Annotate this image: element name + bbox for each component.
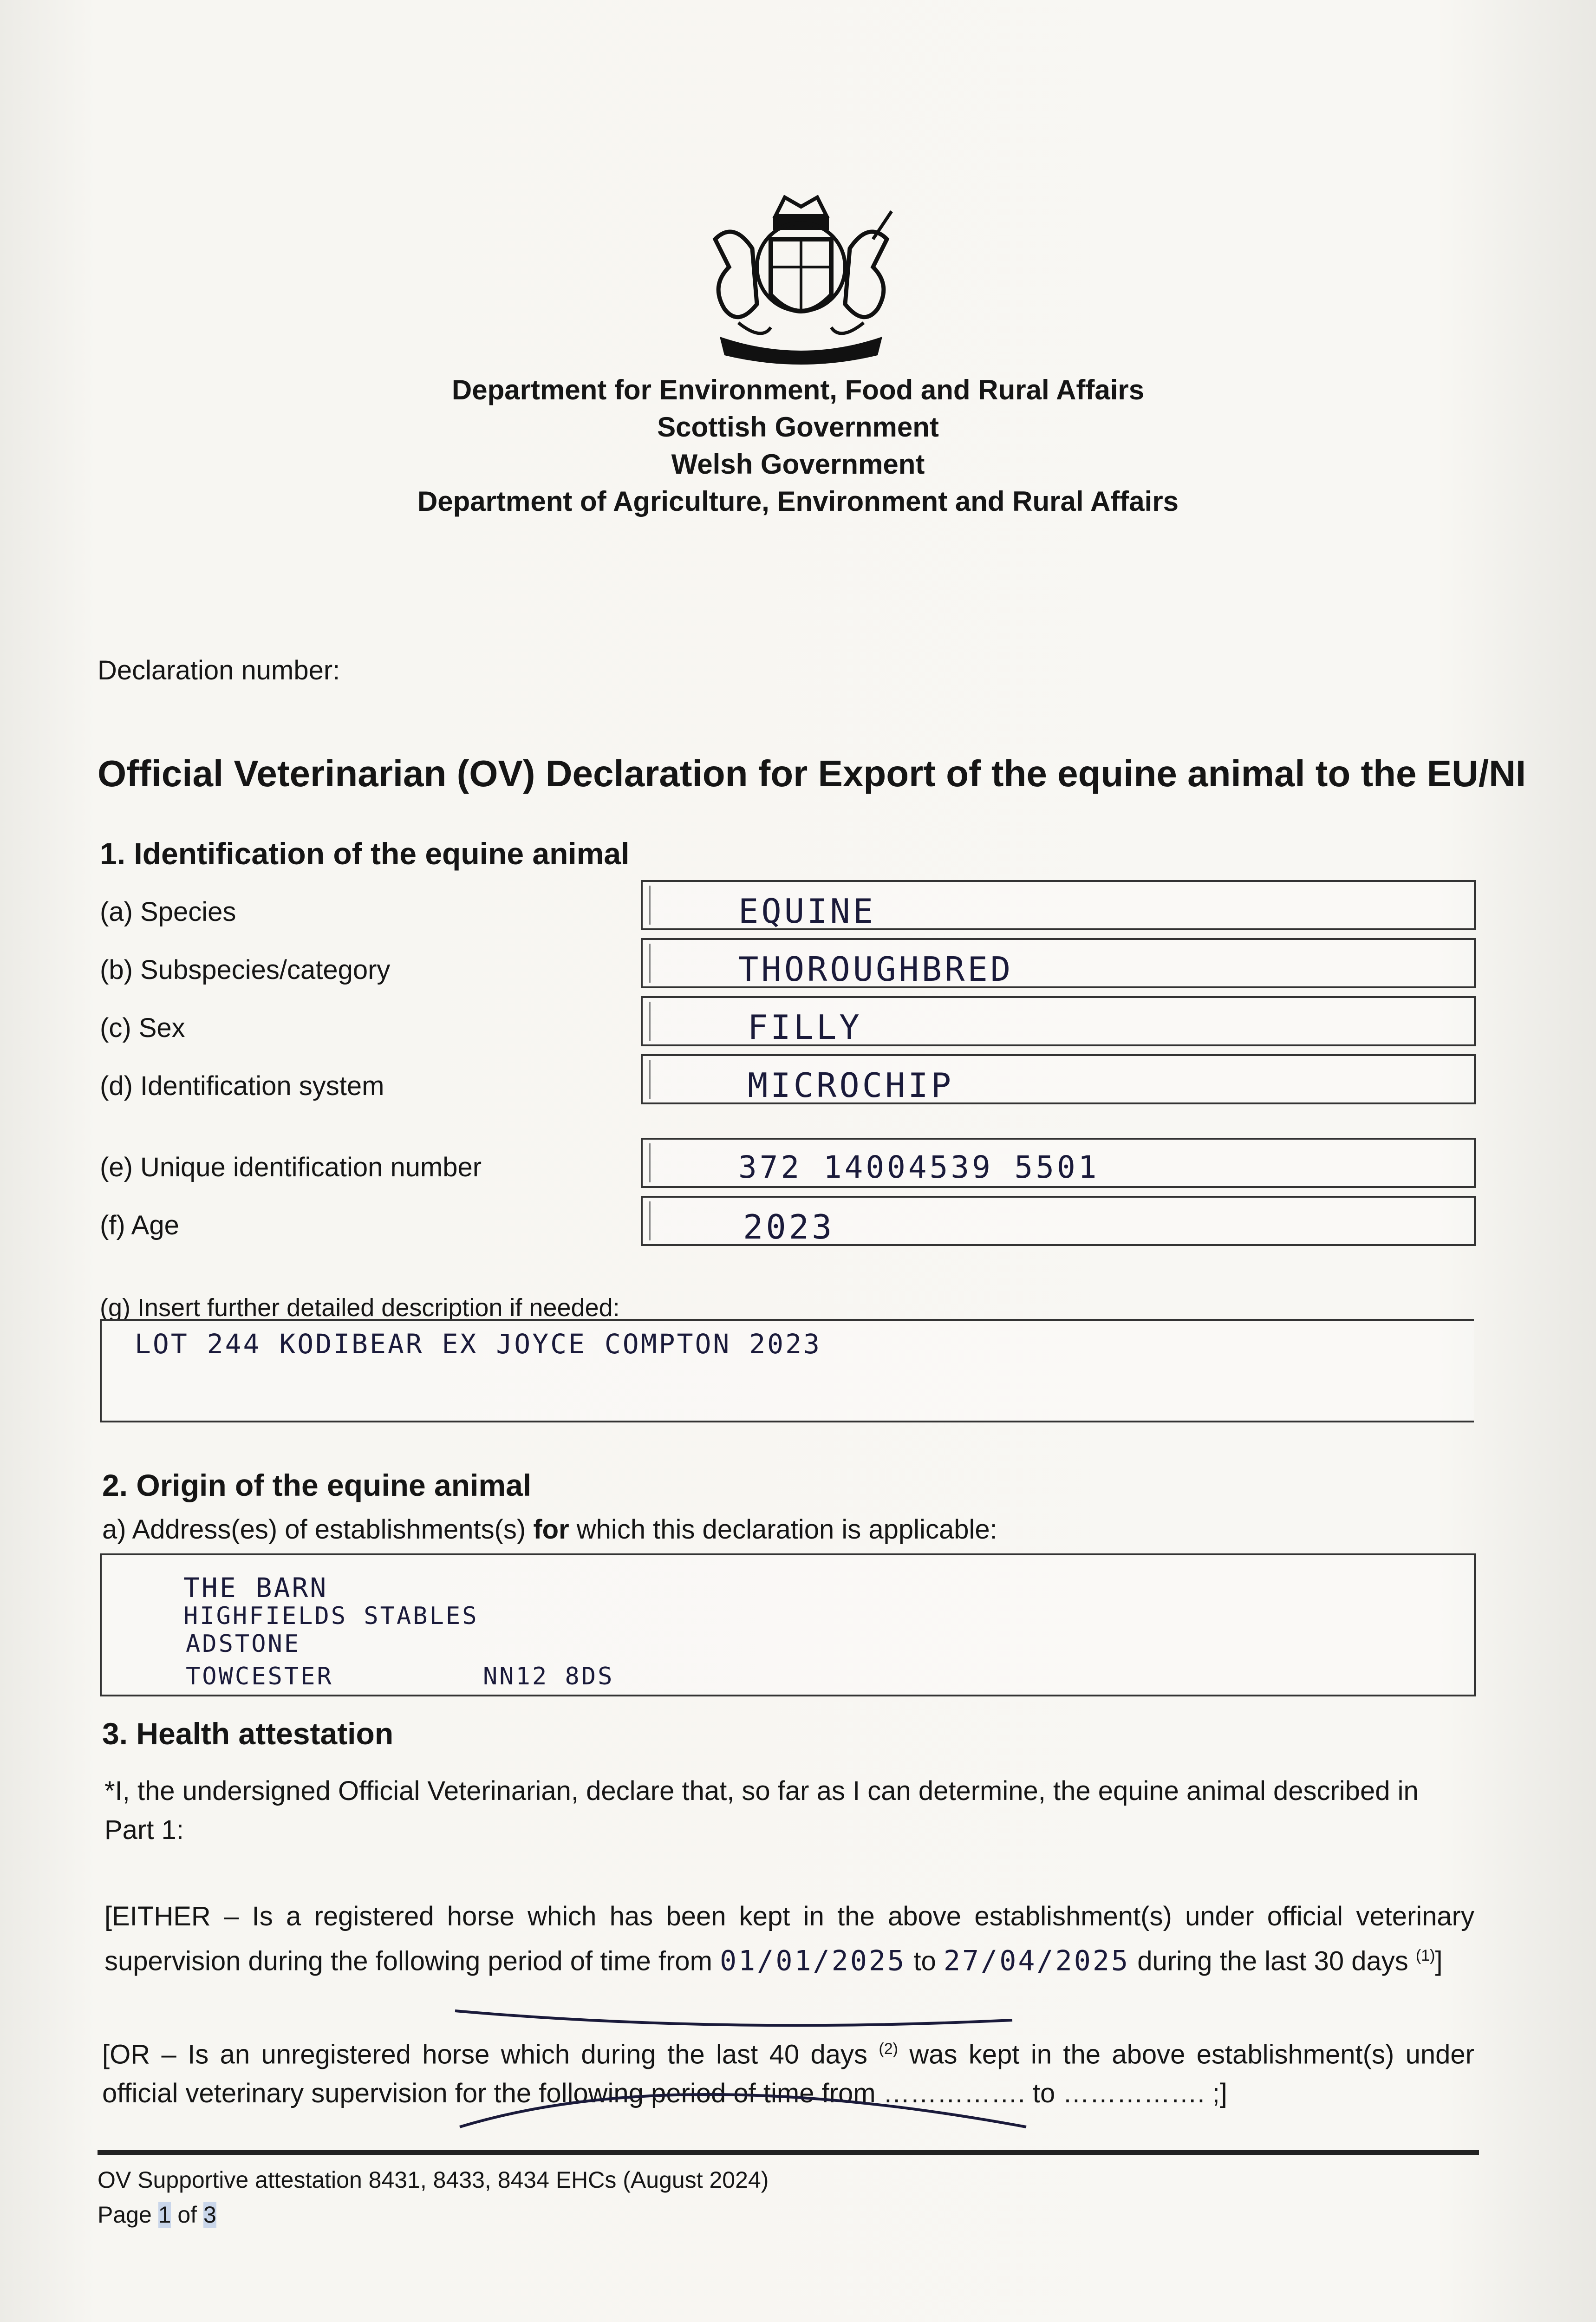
address-line-3: ADSTONE — [186, 1630, 301, 1658]
postcode-value: NN12 8DS — [483, 1663, 614, 1690]
identification-system-value: MICROCHIP — [748, 1066, 954, 1105]
address-label: a) Address(es) of establishments(s) for which this declaration is applicable: — [102, 1514, 997, 1545]
section1-heading: 1. Identification of the equine animal — [100, 836, 630, 871]
footer-attestation: OV Supportive attestation 8431, 8433, 8434 EHCs (August 2024) — [98, 2167, 769, 2193]
address-line-2: HIGHFIELDS STABLES — [183, 1602, 479, 1630]
health-attestation-intro: *I, the undersigned Official Veterinarian, declare that, so far as I can determine, the equine animal described in Part 1: — [104, 1776, 1419, 1845]
sex-value: FILLY — [748, 1008, 862, 1047]
subspecies-label: (b) Subspecies/category — [100, 955, 391, 985]
age-label: (f) Age — [100, 1210, 179, 1240]
department-scottish-gov: Scottish Government — [657, 411, 939, 443]
or-clause: [OR – Is an unregistered horse which during the last 40 days $^{(2)}$ was kept in the above establishment(s) under official veterinary supervision for the following period of time from ……………. to ……………. ;] — [102, 2039, 1474, 2109]
unique-id-value: 372 14004539 5501 — [738, 1149, 1100, 1185]
royal-coat-of-arms-icon — [697, 188, 905, 374]
strike-through-mark — [441, 1997, 1045, 2136]
declaration-number-label: Declaration number: — [98, 655, 340, 685]
identification-system-label: (d) Identification system — [100, 1071, 384, 1101]
species-value: EQUINE — [738, 892, 876, 931]
sex-label: (c) Sex — [100, 1013, 185, 1043]
species-label: (a) Species — [100, 897, 236, 927]
section2-heading: 2. Origin of the equine animal — [102, 1468, 532, 1502]
document-title: Official Veterinarian (OV) Declaration for Export of the equine animal to the EU/NI — [98, 753, 1526, 794]
description-value: LOT 244 KODIBEAR EX JOYCE COMPTON 2023 — [135, 1328, 821, 1360]
section3-heading: 3. Health attestation — [102, 1716, 394, 1751]
department-defra: Department for Environment, Food and Rural Affairs — [451, 374, 1145, 405]
description-label: (g) Insert further detailed description if needed: — [100, 1294, 620, 1322]
either-from-date: 01/01/2025 — [720, 1944, 906, 1977]
department-welsh-gov: Welsh Government — [671, 449, 925, 480]
footer-rule — [98, 2150, 1479, 2155]
address-line-4: TOWCESTER — [186, 1663, 333, 1690]
age-value: 2023 — [743, 1207, 835, 1246]
page-indicator: Page 1 of 3 — [98, 2202, 216, 2228]
unique-id-label: (e) Unique identification number — [100, 1152, 482, 1182]
subspecies-value: THOROUGHBRED — [738, 950, 1014, 989]
address-line-1: THE BARN — [183, 1572, 328, 1604]
either-to-date: 27/04/2025 — [943, 1944, 1130, 1977]
either-clause: [EITHER – Is a registered horse which has been kept in the above establishment(s) under official veterinary supervision during the following period of time from 01/01/2025 to 27/04/2025 during the last 30 days $^{(1)}$] — [104, 1901, 1474, 1977]
department-daera: Department of Agriculture, Environment and Rural Affairs — [417, 486, 1179, 517]
